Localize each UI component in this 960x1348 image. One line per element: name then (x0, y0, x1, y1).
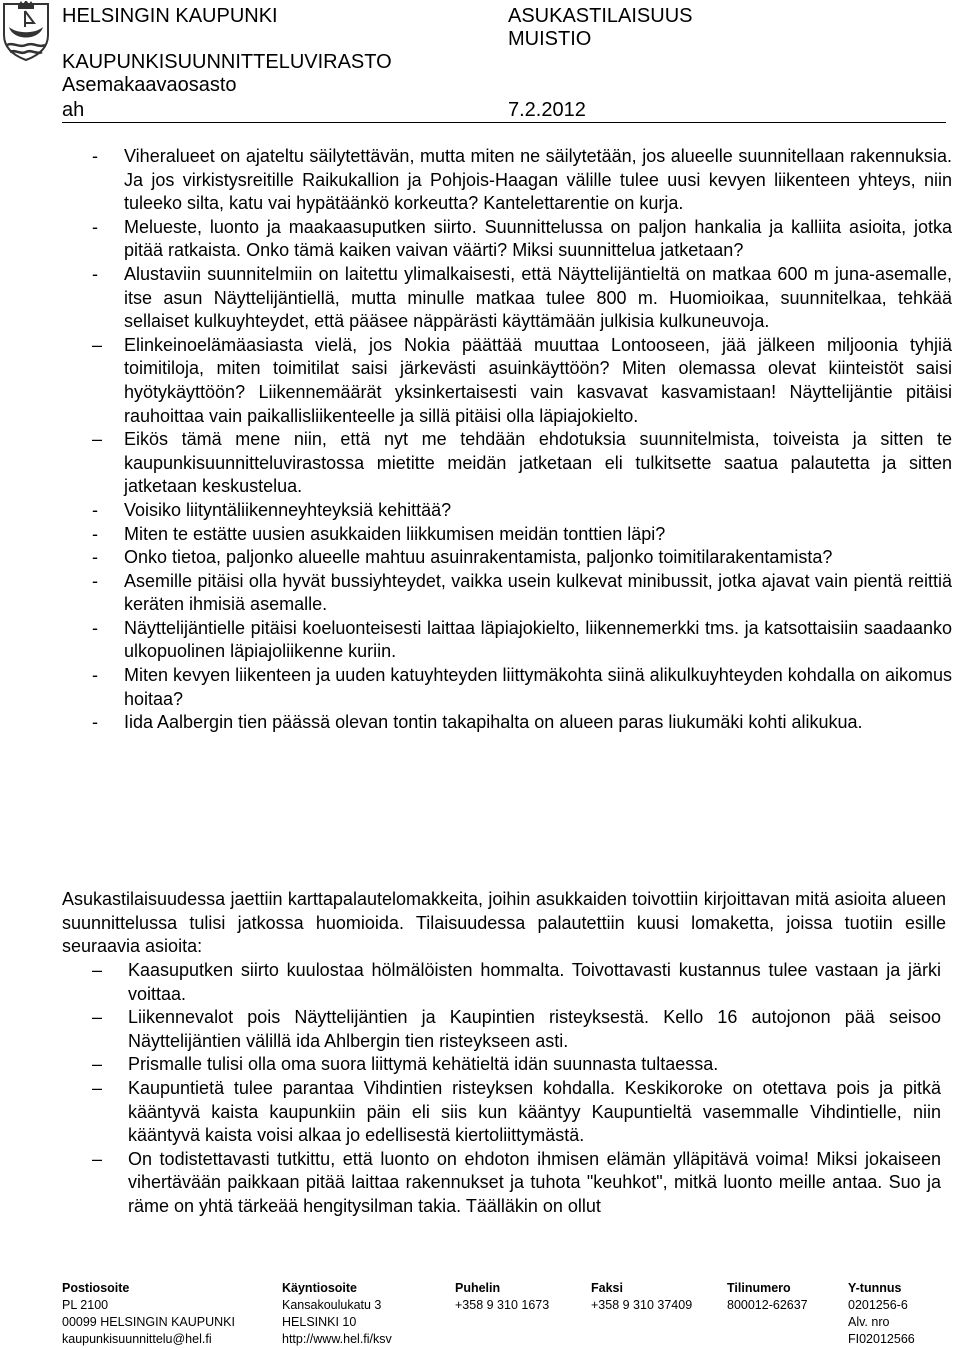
footer-phone (455, 1280, 549, 1314)
list-item (92, 263, 952, 334)
list-dash: – (92, 1077, 103, 1098)
footer-value: PL 2100 (62, 1298, 109, 1312)
list-item (92, 570, 952, 617)
list-item-text: Alustaviin suunnitelmiin on laitettu ylimalkaisesti, että Näyttelijäntieltä on matkaa 600 m juna-asemalle, itse asun Näyttelijäntiellä, mutta minulle matkaa tulee 800 m. Huomioikaa, suunnitelkaa, tehkää sellaiset kulkuyhteydet, että pääsee näppärästi käyttämään julkisia kulkuneuvoja. (124, 263, 952, 332)
list-item-text: Liikennevalot pois Näyttelijäntien ja Kaupintien risteyksestä. Kello 16 autojonon pää seisoo Näyttelijäntien välillä ida Ahlbergin tien risteykseen asti. (128, 1007, 941, 1051)
list-item-text: Elinkeinoelämäasiasta vielä, jos Nokia päättää muuttaa Lontooseen, jää jälkeen miljoonia tyhjiä toimitiloja, miten toimitilat saisi järkevästi asuinkäyttöön? Miten olemassa olevat kiinteistöt saisi hyötykäyttöön? Liikennemäärät yksinkertaisesti vain kasvavat kasvamistaan! Näyttelijäntie pitäisi rauhoittaa vain paikallisliikenteelle ja sillä pitäisi olla läpiajokielto. (124, 334, 952, 426)
footer-account-number (727, 1280, 808, 1314)
footer-label: Tilinumero (727, 1281, 791, 1295)
list-item (92, 664, 952, 711)
list-dash: - (92, 216, 98, 237)
footer-label: Puhelin (455, 1281, 501, 1295)
list-item-text: Kaasuputken siirto kuulostaa hölmälöisten hommalta. Toivottavasti kustannus tulee vastaan ja järki voittaa. (128, 960, 941, 1004)
list-item (92, 1077, 941, 1148)
list-dash: – (92, 429, 103, 450)
list-item-text: Iida Aalbergin tien päässä olevan tontin takapihalta on alueen paras liukumäki kohti alikukua. (124, 712, 863, 733)
footer-website-link[interactable]: http://www.hel.fi/ksv (282, 1332, 392, 1346)
list-item-text: Miten te estätte uusien asukkaiden liikkumisen meidän tonttien läpi? (124, 523, 666, 544)
footer-value: 00099 HELSINGIN KAUPUNKI (62, 1315, 235, 1329)
list-dash: – (92, 1007, 103, 1028)
list-item (92, 1006, 941, 1053)
list-dash: - (92, 570, 98, 591)
list-item-text: Onko tietoa, paljonko alueelle mahtuu asuinrakentamista, paljonko toimitilarakentamista? (124, 547, 833, 568)
list-item-text: Asemille pitäisi olla hyvät bussiyhteydet, vaikka usein kulkevat minibussit, jotka ajavat vain pientä reittiä keräten ihmisiä asemalle. (124, 570, 952, 615)
unit-name: Asemakaavaosasto (62, 74, 237, 96)
list-dash: – (92, 1148, 103, 1169)
department-name: KAUPUNKISUUNNITTELUVIRASTO (62, 51, 392, 73)
list-dash: – (92, 1054, 103, 1075)
footer-fax (591, 1280, 692, 1314)
feedback-list (92, 959, 941, 1219)
list-dash: - (92, 499, 98, 520)
list-dash: - (92, 617, 98, 638)
list-item-text: Viheralueet on ajateltu säilytettävän, mutta miten ne säilytetään, jos alueelle suunnitellaan rakennuksia. Ja jos virkistysreitille Raikukallion ja Pohjois-Haagan välille tulee uusi kevyen liikenteen yhteys, niin tuleeko silta, katu vai hypätäänkö korkeutta? Kantelettarentie on kurja. (124, 146, 952, 214)
footer-business-id (848, 1280, 915, 1348)
list-dash: – (92, 960, 103, 980)
footer-value: FI02012566 (848, 1332, 915, 1346)
list-dash: - (92, 547, 98, 568)
list-item (92, 617, 952, 664)
document-type: ASUKASTILAISUUS (508, 5, 693, 27)
list-item-text: On todistettavasti tutkittu, että luonto on ehdoton ihmisen elämän ylläpitävä voima! Miksi jokaiseen vihertävään paikkaan pitää laittaa rakennukset ja tuhota "keuhkot", mitkä luonto meille antaa. Suo ja räme on yhtä tärkeää hengitysilman takia. Täälläkin on ollut (128, 1148, 941, 1216)
comments-list (92, 145, 952, 735)
org-name: HELSINGIN KAUPUNKI (62, 5, 278, 27)
list-dash: - (92, 712, 98, 733)
list-item (92, 546, 952, 570)
list-item (92, 711, 952, 735)
list-item-text: Voisiko liityntäliikenneyhteyksiä kehittää? (124, 499, 452, 520)
footer-value: 0201256-6 (848, 1298, 908, 1312)
list-item (92, 959, 941, 1006)
list-item (92, 145, 952, 216)
footer-value: HELSINKI 10 (282, 1315, 357, 1329)
helsinki-crest-logo (1, 1, 51, 61)
list-item (92, 523, 952, 547)
list-dash: - (92, 146, 98, 166)
footer-label: Käyntiosoite (282, 1281, 358, 1295)
header-divider (62, 122, 946, 123)
list-item (92, 1053, 941, 1077)
list-item (92, 216, 952, 263)
list-item (92, 1148, 941, 1219)
list-dash: - (92, 263, 98, 284)
footer-visiting-address (282, 1280, 392, 1348)
summary-paragraph: Asukastilaisuudessa jaettiin karttapalautelomakkeita, joihin asukkaiden toivottiin kirjoittavan mitä asioita alueen suunnittelussa tulisi jatkossa huomioida. Tilaisuudessa palautettiin kuusi lomaketta, joissa tuotiin esille seuraavia asioita: (62, 889, 946, 957)
list-item (92, 428, 952, 499)
list-dash: - (92, 523, 98, 544)
list-item-text: Näyttelijäntielle pitäisi koeluonteisesti laittaa läpiajokielto, liikennemerkki tms. ja katsottaisiin saadaanko ulkopuolinen läpiajoliikenne kuriin. (124, 617, 952, 662)
list-item-text: Eikös tämä mene niin, että nyt me tehdään ehdotuksia suunnitelmista, toiveista ja sitten te kaupunkisuunnitteluvirastossa mietitte meidän jatketaan eli tulkitsette saatua palautetta ja sitten jatketaan keskustelua. (124, 429, 952, 497)
footer-label: Faksi (591, 1281, 623, 1295)
document-subtype: MUISTIO (508, 28, 592, 50)
document-date: 7.2.2012 (508, 99, 586, 121)
list-dash: – (92, 334, 103, 355)
list-item (92, 334, 952, 428)
footer-label: Y-tunnus (848, 1281, 902, 1295)
list-dash: - (92, 665, 98, 686)
footer-value: 800012-62637 (727, 1298, 808, 1312)
list-item-text: Kaupuntietä tulee parantaa Vihdintien risteyksen kohdalla. Keskikoroke on otettava pois ja pitkä kääntyvä kaista kaupunkiin päin eli siis kun kääntyy Kaupuntieltä vasemmalle Vihdintielle, niin kääntyvä kaista voisi alkaa jo edellisestä kiertoliittymästä. (128, 1077, 941, 1146)
list-item-text: Prismalle tulisi olla oma suora liittymä kehätieltä idän suunnasta tultaessa. (128, 1054, 719, 1075)
footer-value: +358 9 310 37409 (591, 1298, 693, 1312)
list-item-text: Melueste, luonto ja maakaasuputken siirto. Suunnittelussa on paljon hankalia ja kalliita asioita, jotka pitää ratkaista. Onko tämä kaiken vaivan väärti? Miksi suunnittelua jatketaan? (124, 216, 952, 261)
footer-value: Kansakoulukatu 3 (282, 1298, 382, 1312)
list-item (92, 499, 952, 523)
footer-label: Postiosoite (62, 1281, 130, 1295)
footer-value: +358 9 310 1673 (455, 1298, 550, 1312)
footer-email-link[interactable]: kaupunkisuunnittelu@hel.fi (62, 1332, 212, 1346)
list-item-text: Miten kevyen liikenteen ja uuden katuyhteyden liittymäkohta siinä alikulkuyhteyden kohdalla on aikomus hoitaa? (124, 665, 952, 709)
footer-postal-address (62, 1280, 235, 1348)
footer-value: Alv. nro (848, 1315, 890, 1329)
author-initials: ah (62, 99, 85, 121)
